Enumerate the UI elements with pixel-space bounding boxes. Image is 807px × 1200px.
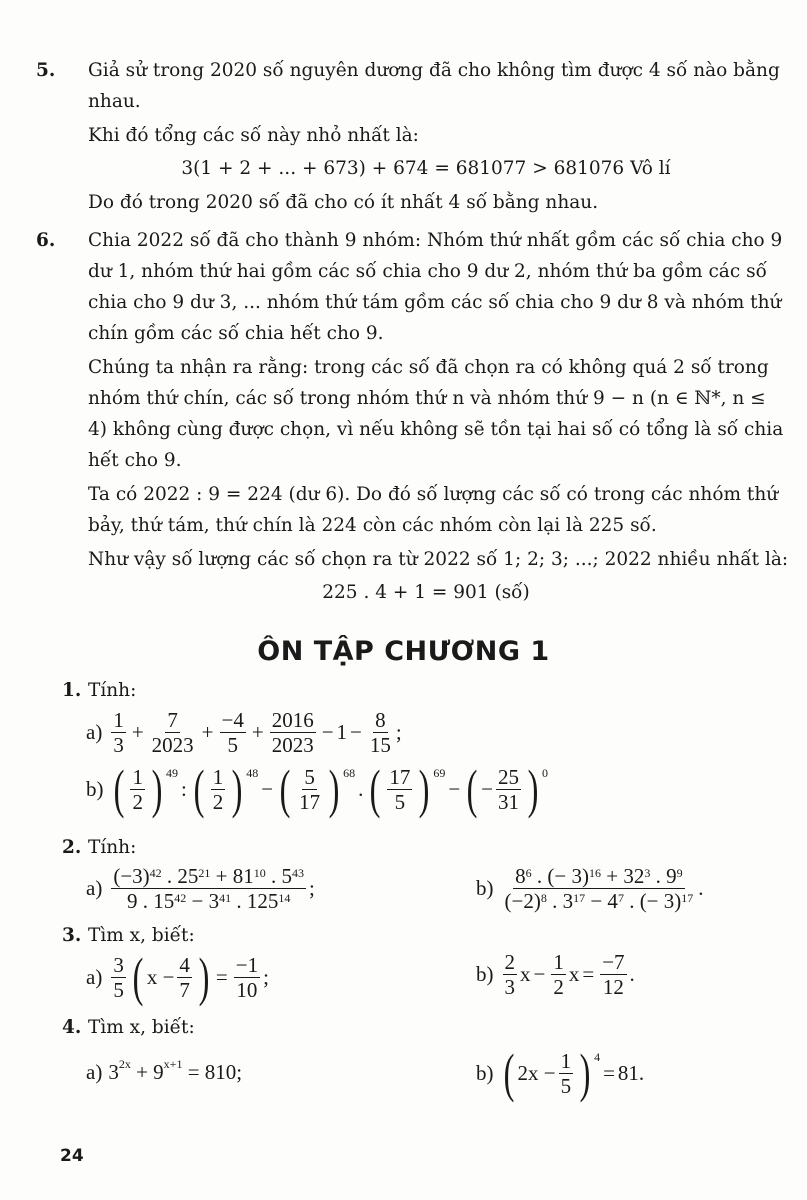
operator: − [321, 720, 334, 744]
paragraph: Như vậy số lượng các số chọn ra từ 2022 số 1; 2; 3; ...; 2022 nhiều nhất là: [88, 549, 789, 570]
exponent: 0 [541, 765, 548, 780]
paragraph: Do đó trong 2020 số đã cho có ít nhất 4 số bằng nhau. [88, 192, 599, 213]
denominator: 2 [132, 789, 143, 814]
math-text: 1 [336, 720, 348, 744]
fraction [600, 950, 626, 999]
fraction [111, 864, 306, 913]
operator: + [201, 720, 214, 744]
formula: 225 . 4 + 1 = 901 (số) [322, 582, 530, 603]
numerator: 7 [167, 708, 178, 732]
exponent: 17 [681, 891, 694, 905]
denominator: 17 [299, 789, 321, 814]
expr-3b [476, 950, 807, 999]
fraction [130, 765, 145, 814]
left-paren: ( [113, 759, 124, 819]
fraction [177, 953, 192, 1002]
numerator: −1 [235, 952, 259, 977]
math-text: ; [395, 720, 402, 744]
denominator: 2 [212, 789, 224, 814]
math-text: . [698, 876, 704, 900]
fraction [551, 950, 566, 999]
paragraph: Ta có 2022 : 9 = 224 (dư 6). Do đó số lượng các số có trong các nhóm thứ bảy, thứ tám, thứ chín là 224 còn các nhóm còn lại là 225 số. [88, 484, 779, 536]
exponent: 10 [253, 866, 266, 880]
problem-number: 6. [36, 230, 56, 251]
part-label: b) [86, 776, 104, 801]
operator: + [251, 720, 264, 744]
denominator: 5 [227, 733, 238, 757]
denominator: 31 [497, 789, 519, 814]
numerator: 1 [553, 950, 564, 974]
math-text: 2x − [517, 1060, 556, 1085]
section-heading: ÔN TẬP CHƯƠNG 1 [257, 636, 550, 667]
left-paren: ( [193, 759, 205, 819]
math-expression [86, 1057, 243, 1085]
fraction [220, 708, 246, 757]
part-label: b) [476, 962, 494, 986]
problem-1-title [62, 675, 790, 706]
part-label: b) [476, 876, 494, 900]
numerator: 1 [132, 764, 143, 789]
fraction [368, 708, 393, 757]
parenthesized-group [110, 759, 178, 819]
right-paren: ) [151, 759, 163, 819]
operator: − [448, 776, 461, 801]
fraction [503, 950, 518, 999]
denominator [503, 889, 696, 913]
fraction [297, 765, 322, 814]
right-paren: ) [231, 759, 243, 819]
math-text: 81. [617, 1060, 645, 1085]
expr-1b [86, 759, 786, 819]
base: . 25 [161, 864, 199, 888]
math-text: . [629, 962, 635, 986]
numerator: 8 [375, 708, 386, 732]
math-text: ; [309, 876, 315, 900]
base: . (− 3) [623, 889, 682, 913]
base: 8 [515, 864, 526, 888]
exponent: 49 [165, 765, 178, 780]
numerator: 3 [113, 952, 124, 977]
numerator: 1 [212, 764, 224, 789]
math-expression [86, 947, 269, 1007]
exponent: 42 [149, 866, 162, 880]
exponent: 8 [540, 891, 547, 905]
exponent: 48 [246, 765, 259, 780]
numerator: −4 [221, 708, 244, 732]
math-expression [86, 864, 315, 913]
fraction [150, 708, 196, 757]
exponent: 16 [589, 866, 602, 880]
denominator: 12 [602, 975, 624, 999]
numerator [513, 864, 684, 889]
operator: . [358, 776, 364, 801]
exponent: 7 [617, 891, 624, 905]
problem-4-title [62, 1012, 790, 1043]
denominator: 5 [394, 789, 406, 814]
operator: : [180, 776, 187, 801]
operator: − [481, 776, 493, 801]
math-expression [86, 759, 548, 819]
exponent: 2x [118, 1057, 131, 1071]
numerator: 25 [497, 764, 519, 789]
right-paren: ) [579, 1043, 591, 1103]
base: − 4 [585, 889, 618, 913]
exponent: x+1 [163, 1057, 183, 1071]
math-text: x − [146, 964, 175, 989]
math-expression [476, 864, 704, 913]
parenthesized-group [366, 759, 446, 819]
operator: + [131, 720, 144, 744]
right-paren: ) [418, 759, 430, 819]
base: . (− 3) [531, 864, 590, 888]
exponent: 68 [343, 765, 356, 780]
part-label: a) [86, 1060, 103, 1084]
paragraph: Chia 2022 số đã cho thành 9 nhóm: Nhóm thứ nhất gồm các số chia cho 9 dư 1, nhóm thứ hai gồm các số chia cho 9 dư 2, nhóm thứ ba gồm các số chia cho 9 dư 3, ... nhóm thứ tám gồm các số chia cho 9 dư 8 và nhóm thứ chín gồm các số chia hết cho 9. [88, 230, 783, 344]
denominator: 5 [113, 977, 124, 1002]
exponent: 3 [644, 866, 651, 880]
denominator: 10 [236, 977, 258, 1002]
math-expression [476, 950, 635, 999]
numerator: 1 [560, 1048, 572, 1073]
base: . 3 [546, 889, 574, 913]
numerator: 4 [179, 952, 190, 977]
left-paren: ( [279, 759, 291, 819]
operator: = [582, 962, 595, 986]
exponent: 42 [174, 891, 187, 905]
left-paren: ( [369, 759, 381, 819]
problem-title: Tính: [88, 680, 137, 701]
parenthesized-group [129, 947, 213, 1007]
base: = 810; [182, 1060, 243, 1084]
base: . 9 [650, 864, 677, 888]
expr-4b [476, 1043, 807, 1103]
base: (−2) [504, 889, 541, 913]
problem-number: 4. [62, 1017, 82, 1038]
problem-2-title [62, 832, 790, 863]
right-paren: ) [328, 759, 340, 819]
exponent: 17 [573, 891, 586, 905]
paragraph: Chúng ta nhận ra rằng: trong các số đã chọn ra có không quá 2 số trong nhóm thứ chín, các số trong nhóm thứ n và nhóm thứ 9 − n (n ∈ ℕ*, n ≤ 4) không cùng được chọn, vì nếu không sẽ tồn tại hai số có tổng là số chia hết cho 9. [88, 357, 784, 471]
denominator: 2023 [151, 733, 194, 757]
fraction [234, 953, 260, 1002]
solution-5 [36, 55, 790, 218]
formula: 3(1 + 2 + ... + 673) + 674 = 681077 > 681076 Vô lí [181, 158, 671, 179]
operator: − [350, 720, 362, 744]
base: . 125 [231, 889, 279, 913]
exponent: 43 [292, 866, 305, 880]
exponent: 41 [219, 891, 232, 905]
fraction [387, 765, 412, 814]
parenthesized-group [276, 759, 356, 819]
exponent: 6 [525, 866, 532, 880]
math-text: ; [263, 964, 269, 989]
left-paren: ( [132, 947, 144, 1007]
numerator [111, 864, 306, 889]
math-text: x [520, 962, 531, 986]
problem-number: 5. [36, 60, 56, 81]
base: 9 . 15 [127, 889, 175, 913]
problem-title: Tìm x, biết: [88, 925, 195, 946]
base: (−3) [113, 864, 150, 888]
problem-number: 1. [62, 680, 82, 701]
left-paren: ( [466, 759, 478, 819]
operator: = [603, 1060, 615, 1085]
math-expression [476, 1043, 645, 1103]
parenthesized-group [500, 1043, 601, 1103]
problem-number: 3. [62, 925, 82, 946]
operator: = [215, 964, 228, 989]
operator: − [261, 776, 274, 801]
exponent: 9 [676, 866, 683, 880]
right-paren: ) [198, 947, 210, 1007]
math-expression [86, 708, 402, 757]
numerator: 5 [304, 764, 315, 789]
operator: − [533, 962, 546, 986]
exponent: 4 [594, 1049, 601, 1064]
denominator: 5 [560, 1073, 572, 1098]
left-paren: ( [503, 1043, 514, 1103]
math-text: x [568, 962, 580, 986]
fraction [111, 708, 126, 757]
paragraph: Khi đó tổng các số này nhỏ nhất là: [88, 125, 419, 146]
fraction [559, 1049, 574, 1098]
base: − 3 [186, 889, 220, 913]
fraction [496, 765, 521, 814]
problem-3-title [62, 920, 790, 951]
numerator: 2016 [271, 708, 314, 732]
numerator: −7 [602, 950, 625, 974]
parenthesized-group [463, 759, 548, 819]
part-label: a) [86, 876, 103, 900]
problem-title: Tính: [88, 837, 137, 858]
part-label: b) [476, 1060, 494, 1085]
base: . 5 [265, 864, 293, 888]
numerator: 2 [504, 950, 515, 974]
base: + 32 [601, 864, 645, 888]
exponent: 21 [198, 866, 211, 880]
exponent: 14 [278, 891, 291, 905]
expr-1a [86, 708, 786, 757]
exponent: 69 [433, 765, 446, 780]
denominator: 15 [369, 733, 391, 757]
problem-title: Tìm x, biết: [88, 1017, 195, 1038]
part-label: a) [86, 720, 103, 744]
denominator: 2 [553, 975, 564, 999]
fraction [270, 708, 316, 757]
fraction [211, 765, 226, 814]
base: + 9 [130, 1060, 164, 1084]
right-paren: ) [527, 759, 539, 819]
fraction [503, 864, 696, 913]
denominator: 7 [179, 977, 190, 1002]
problem-number: 2. [62, 837, 82, 858]
parenthesized-group [190, 759, 259, 819]
expr-2b [476, 864, 807, 913]
paragraph: Giả sử trong 2020 số nguyên dương đã cho không tìm được 4 số nào bằng nhau. [88, 60, 780, 112]
numerator: 1 [113, 708, 124, 732]
fraction [111, 953, 126, 1002]
denominator: 3 [504, 975, 515, 999]
denominator [125, 889, 292, 913]
power-expression [108, 1057, 243, 1085]
page-number: 24 [60, 1146, 84, 1166]
denominator: 3 [113, 733, 124, 757]
numerator: 17 [389, 764, 411, 789]
denominator: 2023 [271, 733, 314, 757]
base: + 81 [210, 864, 254, 888]
solution-6 [36, 225, 790, 608]
part-label: a) [86, 964, 103, 989]
base: 3 [108, 1060, 119, 1084]
